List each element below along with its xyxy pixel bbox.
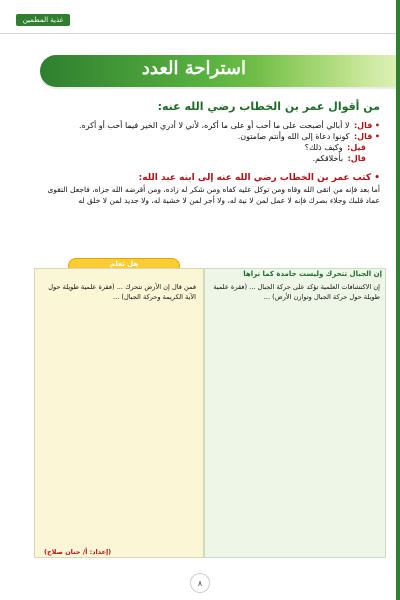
letter-heading (16, 173, 380, 183)
bullet-icon: • (374, 173, 380, 183)
quote-text: كونوا دعاة إلى الله وأنتم صامتون. (237, 132, 350, 141)
banner-title: استراحة العدد (141, 58, 246, 79)
quote-label: قيل: (347, 143, 366, 152)
quote-label: قال: (353, 132, 373, 141)
did-you-know-label: هل تعلم (109, 260, 139, 268)
quote-line-4 (16, 154, 366, 163)
bullet-icon: • (374, 121, 380, 130)
quotes-section (16, 100, 380, 205)
letter-heading-text: كتب عمر بن الخطاب رضي الله عنه إلى ابنه عبد الله: (138, 173, 372, 183)
quote-text: لا أبالي أصبحت على ما أحب أو على ما أكره، لأني لا أدري الخير فيما أحب أو أكره. (79, 121, 350, 130)
section-chip: غذية المطمين (16, 14, 70, 26)
author-credit: (إعداد: أ/ حنان صلاح) (44, 548, 112, 556)
mountains-text: إن الاكتشافات العلمية تؤكد على حركة الجبال ... (فقرة علمية طويلة حول حركة الجبال وتوازن الأرض) ... (213, 283, 380, 301)
banner-glow (256, 55, 396, 87)
issue-banner (40, 55, 396, 87)
quote-label: قال: (347, 154, 366, 163)
bullet-icon: • (374, 132, 380, 141)
quote-text: بأخلاقكم. (312, 154, 344, 163)
mountains-heading: إن الجبال تتحرك وليست جامدة كما نراها (243, 270, 382, 278)
did-you-know-box (34, 268, 204, 558)
quote-line-2 (16, 132, 380, 141)
letter-line-2: عماد قلبك وجلاء بصرك فإنه لا عمل لمن لا نية له، ولا أجر لمن لا خشية له، ولا جديد لمن لا خلق له (78, 196, 380, 205)
quote-line-1 (16, 121, 380, 130)
did-you-know-text: فمن قال إن الأرض تتحرك ... (فقرة علمية طويلة حول الآية الكريمة وحركة الجبال) ... (48, 283, 196, 301)
quote-text: وكيف ذلك؟ (304, 143, 343, 152)
letter-line-1: أما بعد فإنه من اتقى الله وقاه ومن توكل عليه كفاه ومن شكر له زاده، ومن أقرضه الله جزاه، فاجعل التقوى (47, 185, 380, 194)
mountains-box (204, 268, 386, 558)
quote-label: قال: (353, 121, 373, 130)
quote-line-3 (16, 143, 366, 152)
quotes-heading: من أقوال عمر بن الخطاب رضي الله عنه: (157, 100, 380, 113)
page-number: ٨ (190, 573, 210, 593)
top-divider (0, 33, 400, 34)
